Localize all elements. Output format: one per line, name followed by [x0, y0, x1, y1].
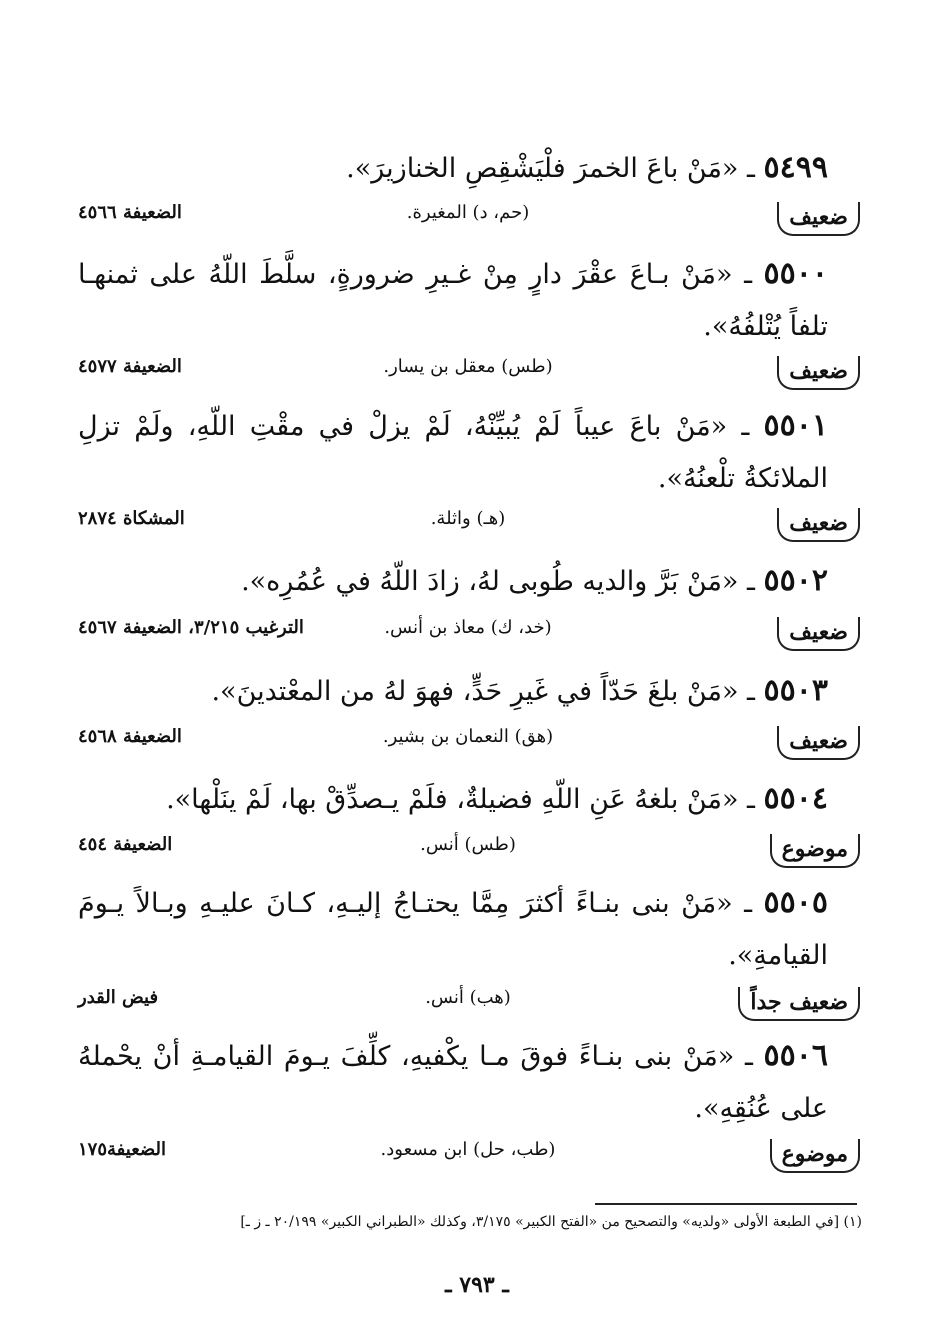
grade-label: ضعيف جداً — [738, 987, 860, 1021]
reference-label: الترغيب ٣/٢١٥، الضعيفة ٤٥٦٧ — [78, 617, 304, 638]
hadith-5501 — [78, 400, 828, 505]
hadith-text: ـ «مَنْ باعَ الخمرَ فلْيَشْقِصِ الخنازيرَ». — [346, 153, 755, 184]
reference-label: المشكاة ٢٨٧٤ — [78, 508, 185, 529]
source-label: (هـ) واثلة. — [430, 508, 506, 529]
grade-label: موضوع — [770, 834, 860, 868]
hadith-number: ٥٥٠٣ — [763, 673, 828, 708]
hadith-text: ـ «مَنْ باعَ عيباً لَمْ يُبيِّنْهُ، لَمْ يزلْ في مقْتِ اللّهِ، ولَمْ تزلِ الملائكةُ تلْعنُهُ». — [78, 411, 828, 494]
grade-label: ضعيف — [777, 202, 860, 236]
hadith-text: ـ «مَنْ بلغَ حَدّاً في غَيرِ حَدٍّ، فهوَ لهُ من المعْتدينَ». — [211, 676, 755, 707]
hadith-text: ـ «مَنْ بـاعَ عقْرَ دارٍ مِنْ غـيرِ ضرورةٍ، سلَّطَ اللّهُ على ثمنهـا تلفاً يُتْلفُهُ». — [78, 259, 828, 342]
hadith-number: ٥٤٩٩ — [763, 150, 828, 185]
grade-label: ضعيف — [777, 617, 860, 651]
hadith-meta-5501 — [78, 504, 860, 544]
source-label: (طس) أنس. — [420, 834, 516, 855]
hadith-5505 — [78, 877, 828, 982]
hadith-meta-5500 — [78, 352, 860, 392]
reference-label: الضعيفة ٤٥٦٨ — [78, 726, 182, 747]
hadith-5499 — [78, 142, 828, 195]
hadith-number: ٥٥٠١ — [763, 408, 828, 443]
hadith-number: ٥٥٠٥ — [763, 885, 828, 920]
reference-label: فيض القدر — [78, 987, 159, 1008]
page-number: ـ ٧٩٣ ـ — [445, 1272, 509, 1298]
source-label: (هق) النعمان بن بشير. — [382, 726, 554, 747]
hadith-text: ـ «مَنْ بلغهُ عَنِ اللّهِ فضيلةٌ، فلَمْ يـصدِّقْ بها، لَمْ ينَلْها». — [166, 784, 755, 815]
footnote-divider — [595, 1203, 857, 1205]
reference-label: الضعيفة١٧٥ — [78, 1139, 166, 1160]
grade-label: ضعيف — [777, 356, 860, 390]
hadith-meta-5502 — [78, 613, 860, 653]
hadith-5503 — [78, 665, 828, 718]
source-label: (طس) معقل بن يسار. — [383, 356, 553, 377]
hadith-text: ـ «مَنْ بنى بنـاءً أكثرَ مِمَّا يحتـاجُ إليـهِ، كـانَ عليـهِ وبـالاً يـومَ القيامةِ». — [78, 888, 828, 971]
reference-label: الضعيفة ٤٥٤ — [78, 834, 173, 855]
hadith-meta-5505 — [78, 983, 860, 1023]
hadith-meta-5504 — [78, 830, 860, 870]
hadith-5502 — [78, 555, 828, 608]
hadith-5500 — [78, 248, 828, 353]
hadith-meta-5506 — [78, 1135, 860, 1175]
hadith-number: ٥٥٠٢ — [763, 563, 828, 598]
grade-label: موضوع — [770, 1139, 860, 1173]
hadith-text: ـ «مَنْ بَرَّ والديه طُوبى لهُ، زادَ اللّهُ في عُمُرِه». — [241, 566, 755, 597]
reference-label: الضعيفة ٤٥٧٧ — [78, 356, 182, 377]
hadith-meta-5499 — [78, 198, 860, 238]
hadith-number: ٥٥٠٤ — [763, 781, 828, 816]
source-label: (هب) أنس. — [425, 987, 511, 1008]
footnote: (١) [في الطبعة الأولى «ولديه» والتصحيح من «الفتح الكبير» ٣/١٧٥، وكذلك «الطبراني الكبير» ٢٠/١٩٩ ـ ز ـ] — [240, 1214, 862, 1230]
hadith-meta-5503 — [78, 722, 860, 762]
reference-label: الضعيفة ٤٥٦٦ — [78, 202, 182, 223]
hadith-5506 — [78, 1030, 828, 1135]
source-label: (حم، د) المغيرة. — [406, 202, 530, 223]
source-label: (خد، ك) معاذ بن أنس. — [384, 617, 552, 638]
grade-label: ضعيف — [777, 726, 860, 760]
hadith-number: ٥٥٠٠ — [763, 256, 828, 291]
hadith-text: ـ «مَنْ بنى بنـاءً فوقَ مـا يكْفيهِ، كلِّفَ يـومَ القيامـةِ أنْ يحْملهُ على عُنُقِهِ». — [78, 1041, 828, 1124]
source-label: (طب، حل) ابن مسعود. — [380, 1139, 556, 1160]
hadith-number: ٥٥٠٦ — [763, 1038, 828, 1073]
grade-label: ضعيف — [777, 508, 860, 542]
hadith-5504 — [78, 773, 828, 826]
